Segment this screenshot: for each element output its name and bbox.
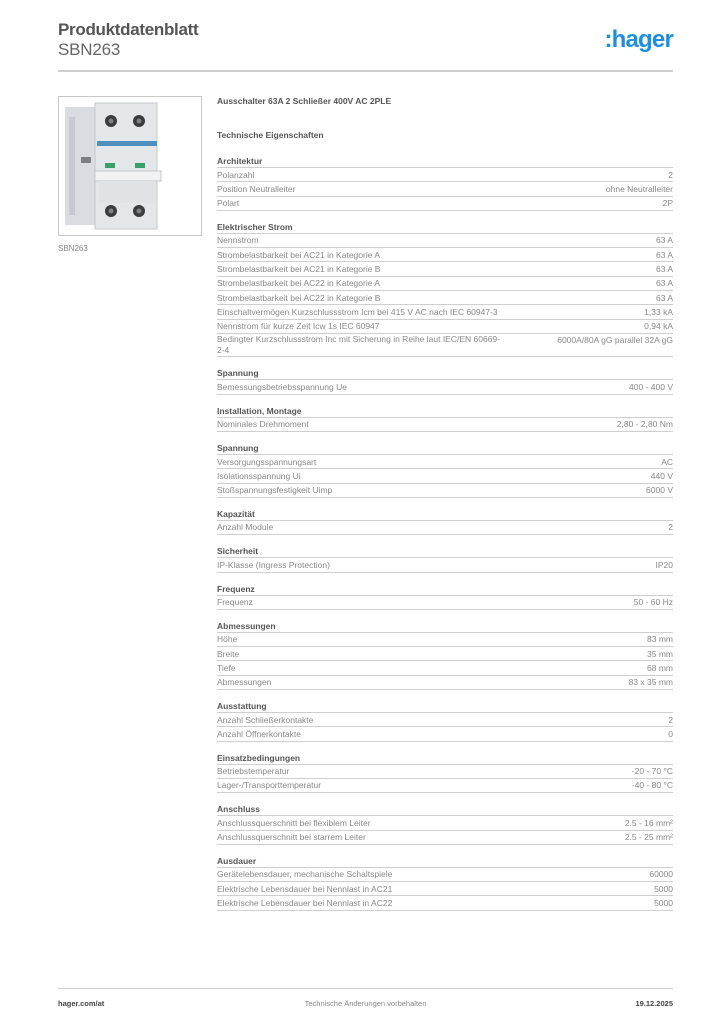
spec-row	[217, 896, 673, 910]
spec-label: Anzahl Schließerkontakte	[217, 714, 314, 725]
spec-row	[217, 661, 673, 675]
spec-label: Betriebstemperatur	[217, 766, 290, 777]
section-anschluss	[217, 804, 673, 845]
section-title: Frequenz	[217, 584, 673, 596]
section-title: Einsatzbedingungen	[217, 753, 673, 765]
section-frequenz	[217, 584, 673, 610]
technical-properties-heading: Technische Eigenschaften	[217, 130, 324, 140]
document-title: Produktdatenblatt	[58, 20, 199, 39]
spec-value: 1,33 kA	[644, 306, 673, 317]
spec-value: 6000 V	[646, 485, 673, 496]
spec-row	[217, 779, 673, 793]
spec-row	[217, 882, 673, 896]
spec-label: Strombelastbarkeit bei AC22 in Kategorie A	[217, 278, 381, 289]
spec-value: IP20	[655, 559, 673, 570]
spec-row	[217, 291, 673, 305]
spec-value: 83 x 35 mm	[628, 677, 673, 688]
spec-label: Polart	[217, 198, 240, 209]
spec-value: -40 - 80 °C	[631, 780, 673, 791]
section-title: Kapazität	[217, 509, 673, 521]
spec-label: Bedingter Kurzschlussstrom Inc mit Sicherung in Reihe laut IEC/EN 60669-2-4	[217, 334, 500, 356]
spec-label: Versorgungsspannungsart	[217, 456, 317, 467]
spec-row	[217, 521, 673, 535]
spec-row	[217, 484, 673, 498]
section-title: Spannung	[217, 368, 673, 380]
spec-value: 0	[668, 728, 673, 739]
spec-value: 2	[668, 522, 673, 533]
spec-value: 5000	[654, 883, 673, 894]
section-architektur	[217, 156, 673, 211]
spec-value: 63 A	[655, 263, 673, 274]
spec-row	[217, 182, 673, 196]
spec-value: 400 - 400 V	[629, 381, 673, 392]
product-image-caption: SBN263	[58, 244, 88, 253]
spec-label: Nennstrom für kurze Zeit Icw 1s IEC 60947	[217, 321, 380, 332]
spec-label: Breite	[217, 648, 240, 659]
header-divider	[58, 70, 673, 72]
section-title: Anschluss	[217, 804, 673, 816]
section-sicherheit	[217, 546, 673, 572]
spec-row	[217, 647, 673, 661]
section-installation-montage	[217, 406, 673, 432]
spec-value: 63 A	[655, 278, 673, 289]
spec-row	[217, 727, 673, 741]
spec-label: Position Neutralleiter	[217, 183, 296, 194]
section-title: Sicherheit	[217, 546, 673, 558]
spec-label: Bemessungsbetriebsspannung Ue	[217, 381, 347, 392]
article-number: SBN263	[58, 40, 121, 59]
spec-value: 63 A	[655, 249, 673, 260]
spec-label: Abmessungen	[217, 677, 272, 688]
spec-row	[217, 868, 673, 882]
section-title: Spannung	[217, 443, 673, 455]
spec-row	[217, 816, 673, 830]
spec-label: Gerätelebensdauer, mechanische Schaltspiele	[217, 869, 393, 880]
spec-value: 2,80 - 2,80 Nm	[616, 419, 673, 430]
spec-label: Elektrische Lebensdauer bei Nennlast in AC22	[217, 897, 393, 908]
section-elektrischer-strom	[217, 222, 673, 358]
spec-label: Strombelastbarkeit bei AC21 in Kategorie A	[217, 249, 381, 260]
spec-row	[217, 469, 673, 483]
product-name: Ausschalter 63A 2 Schließer 400V AC 2PLE	[217, 96, 392, 106]
product-image	[58, 96, 202, 236]
spec-row	[217, 320, 673, 334]
section-title: Installation, Montage	[217, 406, 673, 418]
spec-value: 35 mm	[647, 648, 673, 659]
section-spannung	[217, 368, 673, 394]
footer-disclaimer: Technische Änderungen vorbehalten	[304, 999, 427, 1008]
footer-divider	[58, 988, 673, 989]
spec-row	[217, 596, 673, 610]
spec-value: 0,94 kA	[644, 321, 673, 332]
section-ausstattung	[217, 701, 673, 742]
spec-label: Nennstrom	[217, 235, 259, 246]
spec-label: Strombelastbarkeit bei AC21 in Kategorie B	[217, 263, 381, 274]
section-title: Abmessungen	[217, 621, 673, 633]
spec-row	[217, 831, 673, 845]
spec-row	[217, 765, 673, 779]
footer-website-link[interactable]: hager.com/at	[58, 999, 105, 1008]
spec-label: Tiefe	[217, 662, 236, 673]
spec-value: 5000	[654, 897, 673, 908]
section-title: Architektur	[217, 156, 673, 168]
section-kapazitaet	[217, 509, 673, 535]
page-header	[58, 20, 673, 68]
spec-row	[217, 262, 673, 276]
spec-value: 2P	[662, 198, 673, 209]
section-title: Ausdauer	[217, 856, 673, 868]
product-specs	[217, 96, 673, 922]
spec-value: -20 - 70 °C	[631, 766, 673, 777]
spec-value: ohne Neutralleiter	[605, 183, 673, 194]
spec-label: Isolationsspannung Ui	[217, 470, 301, 481]
spec-label: Frequenz	[217, 597, 253, 608]
spec-row	[217, 558, 673, 572]
spec-row	[217, 418, 673, 432]
spec-row	[217, 455, 673, 469]
spec-label: Strombelastbarkeit bei AC22 in Kategorie B	[217, 292, 381, 303]
spec-value: 2	[668, 714, 673, 725]
spec-label: Nominales Drehmoment	[217, 419, 309, 430]
spec-label: Anzahl Module	[217, 522, 274, 533]
section-einsatzbedingungen	[217, 753, 673, 794]
spec-value: 6000A/80A gG parallel 32A gG	[557, 335, 673, 346]
spec-label: Anschlussquerschnitt bei starrem Leiter	[217, 832, 366, 843]
spec-label: Lager-/Transporttemperatur	[217, 780, 322, 791]
spec-value: AC	[661, 456, 673, 467]
spec-label: Polanzahl	[217, 169, 255, 180]
spec-label: Elektrische Lebensdauer bei Nennlast in AC21	[217, 883, 393, 894]
spec-row	[217, 168, 673, 182]
section-title: Elektrischer Strom	[217, 222, 673, 234]
section-title: Ausstattung	[217, 701, 673, 713]
spec-row	[217, 248, 673, 262]
spec-value: 60000	[649, 869, 673, 880]
spec-row	[217, 713, 673, 727]
spec-value: 50 - 60 Hz	[633, 597, 673, 608]
spec-value: 2.5 - 25 mm²	[624, 832, 673, 843]
spec-label: Anzahl Öffnerkontakte	[217, 728, 301, 739]
spec-label: Einschaltvermögen Kurzschlussstrom Icm bei 415 V AC nach IEC 60947-3	[217, 306, 498, 317]
spec-row	[217, 305, 673, 319]
hager-logo: :hager	[604, 26, 673, 53]
spec-row	[217, 234, 673, 248]
footer-date: 19.12.2025	[635, 999, 673, 1008]
section-ausdauer	[217, 856, 673, 911]
circuit-switch-illustration	[59, 97, 201, 235]
section-abmessungen	[217, 621, 673, 690]
section-spannung-2	[217, 443, 673, 498]
spec-row	[217, 277, 673, 291]
spec-value: 2.5 - 16 mm²	[624, 817, 673, 828]
spec-value: 83 mm	[647, 634, 673, 645]
spec-value: 63 A	[655, 292, 673, 303]
spec-label: Höhe	[217, 634, 238, 645]
spec-value: 68 mm	[647, 662, 673, 673]
spec-row	[217, 633, 673, 647]
spec-row	[217, 334, 673, 358]
spec-row	[217, 380, 673, 394]
spec-label: Anschlussquerschnitt bei flexiblem Leiter	[217, 817, 371, 828]
spec-label: Stoßspannungsfestigkeit Uimp	[217, 485, 333, 496]
spec-value: 63 A	[655, 235, 673, 246]
spec-row	[217, 676, 673, 690]
spec-value: 440 V	[650, 470, 673, 481]
spec-row	[217, 197, 673, 211]
spec-value: 2	[668, 169, 673, 180]
spec-label: IP-Klasse (Ingress Protection)	[217, 559, 330, 570]
